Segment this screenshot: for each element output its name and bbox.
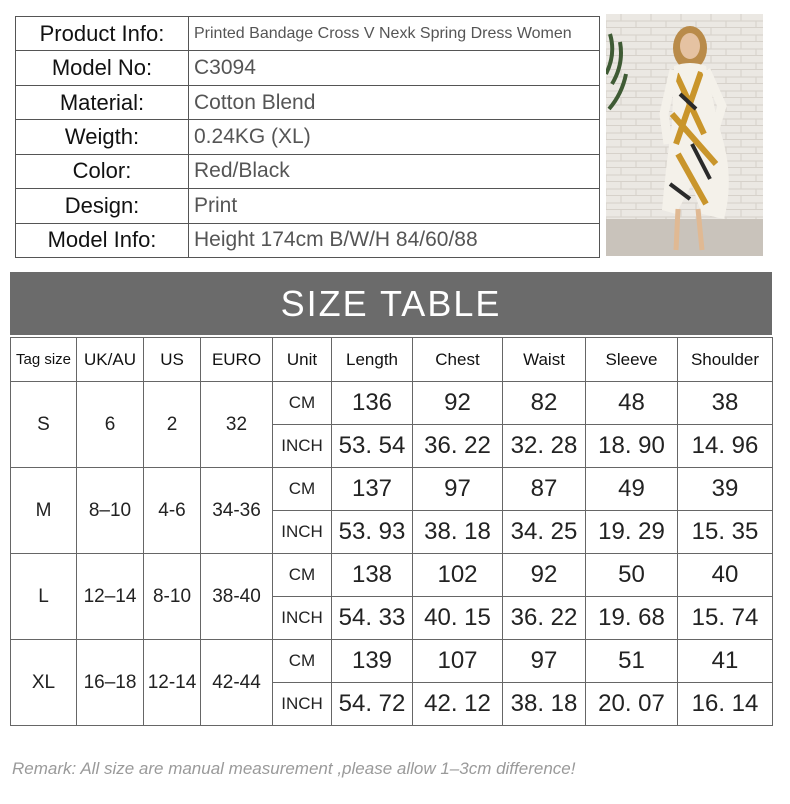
shoulder-cell: 15. 74 [678, 597, 773, 640]
us-cell: 8-10 [144, 554, 201, 640]
waist-cell: 38. 18 [503, 683, 586, 726]
info-value: Height 174cm B/W/H 84/60/88 [189, 223, 600, 257]
chest-cell: 36. 22 [413, 425, 503, 468]
info-row-color [16, 154, 600, 188]
uk-au-cell: 16–18 [77, 640, 144, 726]
unit-cell: INCH [273, 425, 332, 468]
info-row-material [16, 85, 600, 119]
length-cell: 137 [332, 468, 413, 511]
sleeve-cell: 49 [586, 468, 678, 511]
info-label: Design: [16, 189, 189, 223]
table-row [11, 382, 773, 425]
tag-size-cell: S [11, 382, 77, 468]
size-table [10, 337, 773, 726]
model-photo-illustration [606, 14, 763, 256]
chest-cell: 38. 18 [413, 511, 503, 554]
shoulder-cell: 39 [678, 468, 773, 511]
info-label: Material: [16, 85, 189, 119]
length-cell: 136 [332, 382, 413, 425]
waist-cell: 97 [503, 640, 586, 683]
unit-cell: CM [273, 640, 332, 683]
model-photo [606, 14, 763, 256]
sleeve-cell: 19. 29 [586, 511, 678, 554]
chest-cell: 42. 12 [413, 683, 503, 726]
chest-cell: 92 [413, 382, 503, 425]
info-label: Model Info: [16, 223, 189, 257]
info-row-product [16, 17, 600, 51]
sleeve-cell: 51 [586, 640, 678, 683]
waist-cell: 82 [503, 382, 586, 425]
product-info-table [15, 16, 600, 258]
unit-cell: INCH [273, 511, 332, 554]
us-cell: 2 [144, 382, 201, 468]
euro-cell: 42-44 [201, 640, 273, 726]
size-table-title: SIZE TABLE [10, 272, 772, 335]
table-row [11, 554, 773, 597]
waist-cell: 87 [503, 468, 586, 511]
unit-cell: INCH [273, 597, 332, 640]
tag-size-cell: M [11, 468, 77, 554]
chest-cell: 107 [413, 640, 503, 683]
waist-cell: 32. 28 [503, 425, 586, 468]
table-row [11, 640, 773, 683]
chest-cell: 97 [413, 468, 503, 511]
unit-cell: CM [273, 554, 332, 597]
shoulder-cell: 14. 96 [678, 425, 773, 468]
table-row [11, 468, 773, 511]
sleeve-cell: 48 [586, 382, 678, 425]
euro-cell: 34-36 [201, 468, 273, 554]
info-value: Print [189, 189, 600, 223]
info-value: Printed Bandage Cross V Nexk Spring Dress Women [189, 17, 600, 51]
info-value: 0.24KG (XL) [189, 120, 600, 154]
col-header-shoulder: Shoulder [678, 338, 773, 382]
col-header-tag-size: Tag size [11, 338, 77, 382]
sleeve-cell: 18. 90 [586, 425, 678, 468]
length-cell: 54. 33 [332, 597, 413, 640]
uk-au-cell: 8–10 [77, 468, 144, 554]
waist-cell: 36. 22 [503, 597, 586, 640]
length-cell: 138 [332, 554, 413, 597]
col-header-chest: Chest [413, 338, 503, 382]
col-header-sleeve: Sleeve [586, 338, 678, 382]
shoulder-cell: 38 [678, 382, 773, 425]
uk-au-cell: 12–14 [77, 554, 144, 640]
uk-au-cell: 6 [77, 382, 144, 468]
shoulder-cell: 41 [678, 640, 773, 683]
info-row-weight [16, 120, 600, 154]
col-header-euro: EURO [201, 338, 273, 382]
us-cell: 4-6 [144, 468, 201, 554]
sleeve-cell: 20. 07 [586, 683, 678, 726]
unit-cell: CM [273, 468, 332, 511]
length-cell: 53. 54 [332, 425, 413, 468]
sleeve-cell: 50 [586, 554, 678, 597]
size-table-header-row [11, 338, 773, 382]
waist-cell: 92 [503, 554, 586, 597]
col-header-uk-au: UK/AU [77, 338, 144, 382]
info-row-model-info [16, 223, 600, 257]
info-value: Red/Black [189, 154, 600, 188]
info-row-design [16, 189, 600, 223]
col-header-waist: Waist [503, 338, 586, 382]
info-row-model-no [16, 51, 600, 85]
info-label: Model No: [16, 51, 189, 85]
sleeve-cell: 19. 68 [586, 597, 678, 640]
unit-cell: INCH [273, 683, 332, 726]
length-cell: 53. 93 [332, 511, 413, 554]
info-label: Weigth: [16, 120, 189, 154]
info-label: Product Info: [16, 17, 189, 51]
us-cell: 12-14 [144, 640, 201, 726]
info-value: Cotton Blend [189, 85, 600, 119]
chest-cell: 40. 15 [413, 597, 503, 640]
euro-cell: 32 [201, 382, 273, 468]
remark-text: Remark: All size are manual measurement ,please allow 1–3cm difference! [12, 759, 576, 778]
waist-cell: 34. 25 [503, 511, 586, 554]
col-header-unit: Unit [273, 338, 332, 382]
length-cell: 54. 72 [332, 683, 413, 726]
chest-cell: 102 [413, 554, 503, 597]
col-header-length: Length [332, 338, 413, 382]
shoulder-cell: 15. 35 [678, 511, 773, 554]
tag-size-cell: XL [11, 640, 77, 726]
tag-size-cell: L [11, 554, 77, 640]
shoulder-cell: 40 [678, 554, 773, 597]
unit-cell: CM [273, 382, 332, 425]
shoulder-cell: 16. 14 [678, 683, 773, 726]
length-cell: 139 [332, 640, 413, 683]
euro-cell: 38-40 [201, 554, 273, 640]
info-label: Color: [16, 154, 189, 188]
info-value: C3094 [189, 51, 600, 85]
col-header-us: US [144, 338, 201, 382]
